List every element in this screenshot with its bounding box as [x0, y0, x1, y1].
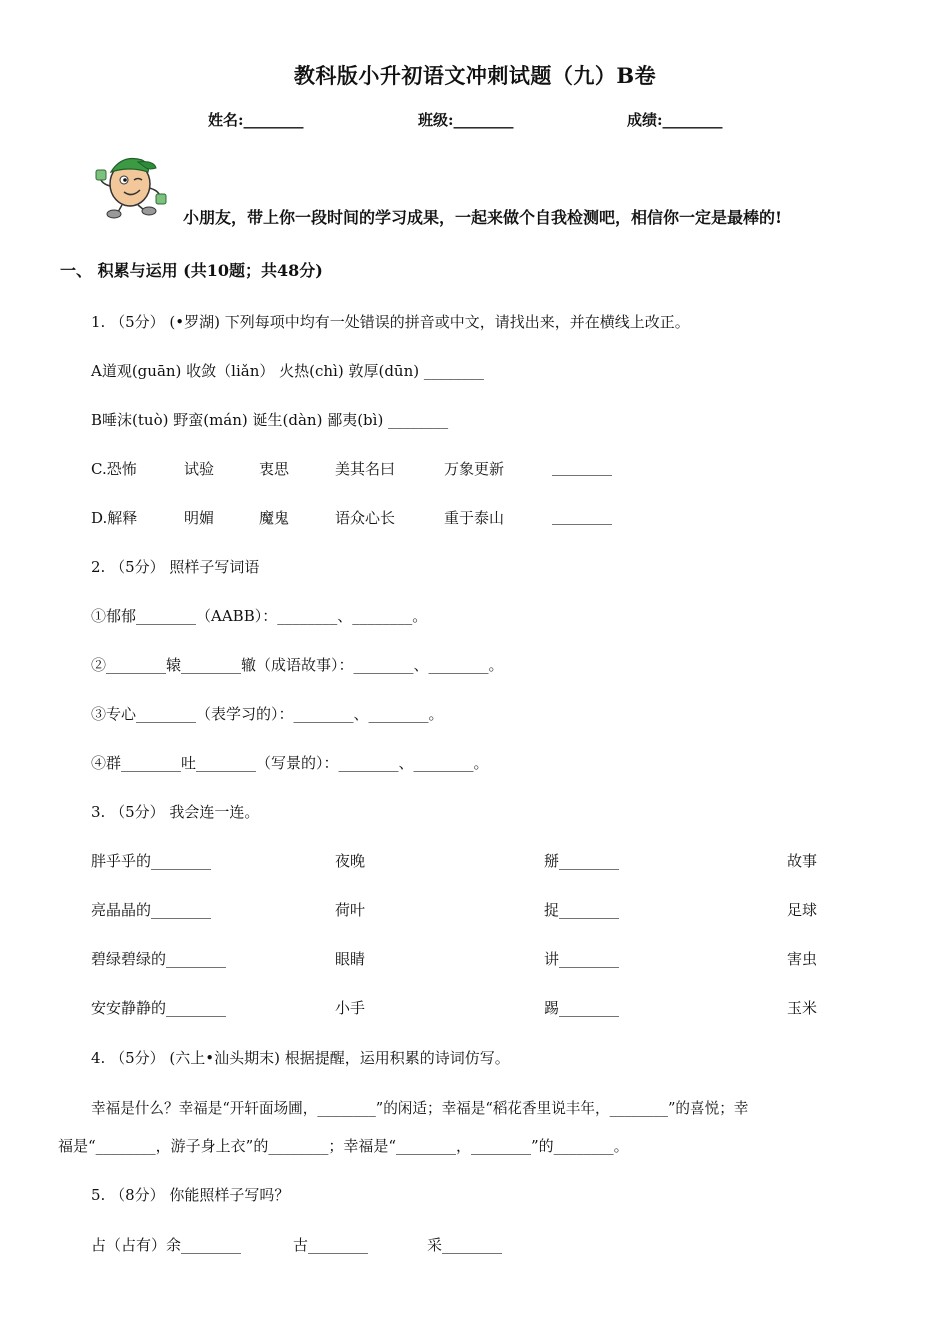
q3-cell: 捉________	[544, 901, 620, 919]
q2-stem: 2. （5分） 照样子写词语	[91, 558, 260, 576]
q2-line-1: ①郁郁________（AABB）：________、________。	[91, 607, 428, 625]
q3-cell: 害虫	[787, 950, 818, 968]
q3-cell: 玉米	[787, 999, 818, 1017]
q3-cell: 小手	[335, 999, 366, 1017]
q1-stem: 1. （5分） (•罗湖) 下列每项中均有一处错误的拼音或中文，请找出来，并在横线上改正。	[91, 313, 690, 331]
q3-cell: 荷叶	[335, 901, 366, 919]
q1-option-b: B唾沫(tuò) 野蛮(mán) 诞生(dàn) 鄙夷(bì) ________	[91, 411, 449, 429]
name-field: 姓名:________	[208, 111, 304, 129]
q5-item: 古________	[293, 1236, 369, 1254]
q1-c-word: C.恐怖	[91, 460, 137, 478]
q1-c-word: 美其名曰	[335, 460, 396, 478]
q3-cell: 碧绿碧绿的________	[91, 950, 227, 968]
q1-c-word: 衷思	[259, 460, 290, 478]
q5-item: 采________	[427, 1236, 503, 1254]
q1-d-word: 魔鬼	[259, 509, 290, 527]
q1-d-word: 重于泰山	[444, 509, 505, 527]
q2-line-4: ④群________吐________（写景的）：________、________。	[91, 754, 489, 772]
q5-stem: 5. （8分） 你能照样子写吗？	[91, 1186, 290, 1204]
section-heading: 一、 积累与运用 (共10题；共48分)	[60, 261, 323, 280]
q3-stem: 3. （5分） 我会连一连。	[91, 803, 260, 821]
q4-stem: 4. （5分） (六上•汕头期末) 根据提醒，运用积累的诗词仿写。	[91, 1049, 510, 1067]
q4-paragraph-line-2: 福是“________，游子身上衣”的________；幸福是“________，________”的________。	[58, 1137, 629, 1155]
q1-c-blank: ________	[552, 458, 612, 476]
mascot-illustration	[94, 150, 170, 220]
q4-paragraph-line-1: 幸福是什么？幸福是“开轩面场圃，________”的闲适；幸福是“稻花香里说丰年，________”的喜悦；幸	[91, 1100, 749, 1117]
class-field: 班级:________	[418, 111, 514, 129]
q3-cell: 眼睛	[335, 950, 366, 968]
page-title: 教科版小升初语文冲刺试题（九）B卷	[293, 63, 657, 88]
q1-d-word: 语众心长	[335, 509, 396, 527]
q1-d-blank: ________	[552, 507, 612, 525]
q1-c-word: 试验	[184, 460, 215, 478]
q1-d-word: 明媚	[184, 509, 215, 527]
q3-cell: 胖乎乎的________	[91, 852, 212, 870]
q3-cell: 故事	[787, 852, 818, 870]
q2-line-3: ③专心________（表学习的）：________、________。	[91, 705, 444, 723]
q2-line-2: ②________辕________辙（成语故事）：________、________。	[91, 656, 504, 674]
q1-c-word: 万象更新	[444, 460, 505, 478]
q3-cell: 安安静静的________	[91, 999, 227, 1017]
q5-item: 占（占有）余________	[91, 1236, 242, 1254]
q3-cell: 亮晶晶的________	[91, 901, 212, 919]
q1-option-a: A道观(guān) 收敛（liǎn） 火热(chì) 敦厚(dūn) ________	[91, 362, 484, 380]
encouragement-text: 小朋友，带上你一段时间的学习成果，一起来做个自我检测吧，相信你一定是最棒的!	[183, 208, 783, 227]
q3-cell: 夜晚	[335, 852, 366, 870]
q3-cell: 踢________	[544, 999, 620, 1017]
q3-cell: 掰________	[544, 852, 620, 870]
q3-cell: 足球	[787, 901, 818, 919]
q3-cell: 讲________	[544, 950, 620, 968]
score-field: 成绩:________	[627, 111, 723, 129]
q1-d-word: D.解释	[91, 509, 138, 527]
